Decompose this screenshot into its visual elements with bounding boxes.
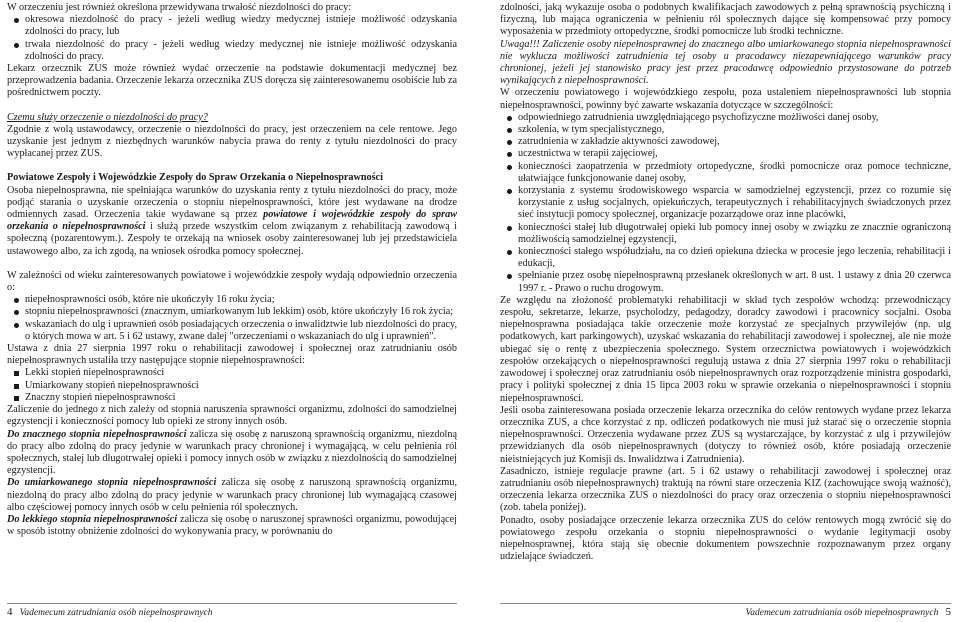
right-page-column: [500, 2, 951, 563]
list-item: Lekki stopień niepełnosprawności: [7, 367, 457, 379]
paragraph: Zgodnie z wolą ustawodawcy, orzeczenie o niezdolności do pracy, jest orzeczeniem na cele rentowe. Jego uzyskanie jest jednym z niezbędnych warunków nabycia prawa do renty z tytułu niezdolności do pracy wypłacanej przez ZUS.: [7, 123, 457, 160]
footer-rule-right: [500, 603, 951, 604]
left-page-column: [7, 2, 457, 538]
paragraph: Zasadniczo, istnieje regulacje prawne (art. 5 i 62 ustawy o rehabilitacji zawodowej i społecznej oraz zatrudnianiu osób niepełnosprawnych) traktują na równi stare orzeczenia KIZ (zachowujące swoją ważność), orzeczenia lekarza orzecznika ZUS o niezdolności do pracy oraz orzeczenia o stopniu niepełnosprawności (zob. tabela poniżej).: [500, 465, 951, 514]
question-heading: Czemu służy orzeczenie o niezdolności do pracy?: [7, 111, 208, 123]
footer-title: Vademecum zatrudniania osób niepełnosprawnych: [19, 608, 213, 618]
footer-right: [745, 606, 951, 618]
footer-title: Vademecum zatrudniania osób niepełnosprawnych: [745, 608, 939, 618]
list-item: spełnianie przez osobę niepełnosprawną przesłanek określonych w art. 8 ust. 1 ustawy z dnia 20 czerwca 1997 r. - Prawo o ruchu drogowym.: [500, 270, 951, 294]
list-item: odpowiedniego zatrudnienia uwzględniającego psychofizyczne możliwości danej osoby,: [500, 112, 951, 124]
paragraph: Ustawa z dnia 27 sierpnia 1997 roku o rehabilitacji zawodowej i społecznej oraz zatrudnianiu osób niepełnosprawnych ustaliła trzy następujące stopnie niepełnosprawności:: [7, 343, 457, 367]
paragraph: Osoba niepełnosprawna, nie spełniająca warunków do uzyskania renty z tytułu niezdolności do pracy, może podjąć starania o uzyskanie orzeczenia o stopniu niepełnosprawności, które jest wydawane na drodze odmiennych zasad. Orzeczenia takie wydawane są przez powiatowe i wojewódzkie zespoły do spraw orzekania o niepełnosprawności i służą przede wszystkim celom związanym z rehabilitacją zawodową i społeczną (pozarentowym.). Zespoły te orzekają na wniosek osoby zainteresowanej lub jej przedstawiciela ustawowego albo, za ich zgodą, na wniosek ośrodka pomocy społecznej.: [7, 184, 458, 257]
list-item: trwała niezdolność do pracy - jeżeli według wiedzy medycznej nie istnieje możliwość odzyskania zdolności do pracy.: [7, 39, 457, 63]
list-item: Znaczny stopień niepełnosprawności: [7, 392, 457, 404]
paragraph: Ze względu na złożoność problematyki rehabilitacji w skład tych zespołów wchodzą: przewodniczący zespołu, sekretarze, lekarze, psycholodzy, pedagodzy, doradcy zawodowi i pracownicy socjalni. Osoba niepełnosprawna posiadająca takie orzeczenie może korzystać ze specjalnych przywilejów (np. ulg podatkowych, kart parkingowych), uzyskać wskazania do rehabilitacji zawodowej i społecznej, ale nie może ubiegać się o rentę z ubezpieczenia społecznego. System orzecznictwa powiatowych i wojewódzkich zespołów orzekających o niepełnosprawności regulują ustawa z dnia 27 sierpnia 1997 roku o rehabilitacji zawodowej i społecznej oraz zatrudnianiu osób niepełnosprawnych oraz rozporządzenie ministra gospodarki, pracy i polityki społecznej z dnia 15 lipca 2003 roku w sprawie orzekania o niepełnosprawności i stopniu niepełnosprawności.: [500, 294, 951, 404]
paragraph: W orzeczeniu jest również określona przewidywana trwałość niezdolności do pracy:: [7, 2, 352, 13]
list-item: Umiarkowany stopień niepełnosprawności: [7, 380, 457, 392]
bullet-list-orzeczenia: [7, 294, 457, 343]
list-item: zatrudnienia w zakładzie aktywności zawodowej,: [500, 136, 951, 148]
list-item: konieczności stałej lub długotrwałej opieki lub pomocy innej osoby w związku ze znacznie ograniczoną możliwością samodzielnej egzystencji,: [500, 222, 951, 246]
page-number: 5: [945, 606, 951, 618]
paragraph: W zależności od wieku zainteresowanych powiatowe i wojewódzkie zespoły wydają odpowiednio orzeczenia o:: [7, 269, 457, 294]
paragraph: Do znacznego stopnia niepełnosprawności zalicza się osobę z naruszoną sprawnością organizmu, niezdolną do pracy albo zdolną do pracy jedynie w warunkach pracy chronionej i wymagającą, w celu pełnienia ról społecznych, stałej lub długotrwałej opieki i pomocy innych osób w związku z niezdolnością do samodzielnej egzystencji.: [7, 428, 457, 477]
page-number: 4: [7, 606, 13, 618]
footer-rule-left: [7, 603, 457, 604]
list-item: okresowa niezdolność do pracy - jeżeli według wiedzy medycznej istnieje możliwość odzyskania zdolności do pracy, lub: [7, 14, 457, 38]
bullet-list-wskazania: [500, 112, 951, 295]
paragraph: Lekarz orzecznik ZUS może również wydać orzeczenie na podstawie dokumentacji medycznej bez przeprowadzenia badania. Orzeczenie lekarza orzecznika ZUS doręcza się zainteresowanemu osobiście lub za pośrednictwem poczty.: [7, 63, 457, 99]
list-item: niepełnosprawności osób, które nie ukończyły 16 roku życia;: [7, 294, 457, 306]
note-paragraph: Uwaga!!! Zaliczenie osoby niepełnosprawnej do znacznego albo umiarkowanego stopnia niepełnosprawności nie wyklucza możliwości zatrudnienia tej osoby u pracodawcy niezapewniającego warunków pracy chronionej, jeżeli jej stanowisko pracy jest przez pracodawcę odpowiednio przystosowane do potrzeb wynikających z niepełnosprawności.: [500, 38, 951, 87]
list-item: konieczności stałego współudziału, na co dzień opiekuna dziecka w procesie jego leczenia, rehabilitacji i edukacji,: [500, 246, 951, 270]
footer-left: [7, 606, 213, 618]
bullet-list-stopnie: [7, 367, 457, 404]
paragraph: Do lekkiego stopnia niepełnosprawności zalicza się osobę o naruszonej sprawności organizmu, powodującej w sposób istotny obniżenie zdolności do wykonywania pracy, w porównaniu do: [7, 513, 457, 538]
paragraph: Zaliczenie do jednego z nich zależy od stopnia naruszenia sprawności organizmu, zdolności do samodzielnej egzystencji i konieczności pomocy lub opieki ze strony innych osób.: [7, 404, 457, 428]
paragraph: zdolności, jaką wykazuje osoba o podobnych kwalifikacjach zawodowych z pełną sprawnością psychiczną i fizyczną, lub mająca ograniczenia w pełnieniu ról społecznych dające się kompensować przy pomocy wyposażenia w przedmioty ortopedyczne, środki pomocnicze lub środki techniczne.: [500, 2, 951, 38]
paragraph: Jeśli osoba zainteresowana posiada orzeczenie lekarza orzecznika do celów rentowych wydane przez lekarza orzecznika ZUS, a chce korzystać z np. odliczeń podatkowych nie musi już starać się o orzeczenie stopnia niepełnosprawności. Orzeczenia wydawane przez ZUS są wystarczające, by korzystać z ulg i przywilejów przewidzianych dla osób niepełnosprawnych (dotyczy to również osób, które posiadają orzeczenie nieistniejących już Komisji ds. Inwalidztwa i Zatrudnienia).: [500, 404, 951, 465]
paragraph: Ponadto, osoby posiadające orzeczenie lekarza orzecznika ZUS do celów rentowych mogą zwrócić się do powiatowego zespołu orzekania o stopniu niepełnosprawności o wydanie legitymacji osoby niepełnosprawnej, która stają się obecnie dokumentem powszechnie rozpoznawanym przez organy udzielające świadczeń.: [500, 514, 951, 563]
list-item: uczestnictwa w terapii zajęciowej,: [500, 148, 951, 160]
list-item: konieczności zaopatrzenia w przedmioty ortopedyczne, środki pomocnicze oraz pomoce techniczne, ułatwiające funkcjonowanie danej osoby,: [500, 161, 951, 185]
list-item: stopniu niepełnosprawności (znacznym, umiarkowanym lub lekkim) osób, które ukończyły 16 rok życia;: [7, 306, 457, 318]
section-heading: Powiatowe Zespoły i Wojewódzkie Zespoły do Spraw Orzekania o Niepełnosprawności: [7, 172, 383, 184]
bullet-list-duration: [7, 14, 457, 63]
list-item: wskazaniach do ulg i uprawnień osób posiadających orzeczenia o inwalidztwie lub niezdolności do pracy, o których mowa w art. 5 i 62 ustawy, zwane dalej "orzeczeniami o wskazaniach do ulg i uprawnień".: [7, 319, 457, 343]
list-item: korzystania z systemu środowiskowego wsparcia w samodzielnej egzystencji, przez co rozumie się korzystanie z usług socjalnych, opiekuńczych, terapeutycznych i rehabilitacyjnych świadczonych przez sieć instytucji pomocy społecznej, organizacje pozarządowe oraz inne placówki,: [500, 185, 951, 222]
paragraph: W orzeczeniu powiatowego i wojewódzkiego zespołu, poza ustaleniem niepełnosprawności lub stopnia niepełnosprawności, powinny być zawarte wskazania dotyczące w szczególności:: [500, 87, 951, 111]
list-item: szkolenia, w tym specjalistycznego,: [500, 124, 951, 136]
paragraph: Do umiarkowanego stopnia niepełnosprawności zalicza się osobę z naruszoną sprawnością organizmu, niezdolną do pracy albo zdolną do pracy jedynie w warunkach pracy chronionej lub wymagającą czasowej albo częściowej pomocy innych osób w celu pełnienia ról społecznych.: [7, 477, 457, 513]
